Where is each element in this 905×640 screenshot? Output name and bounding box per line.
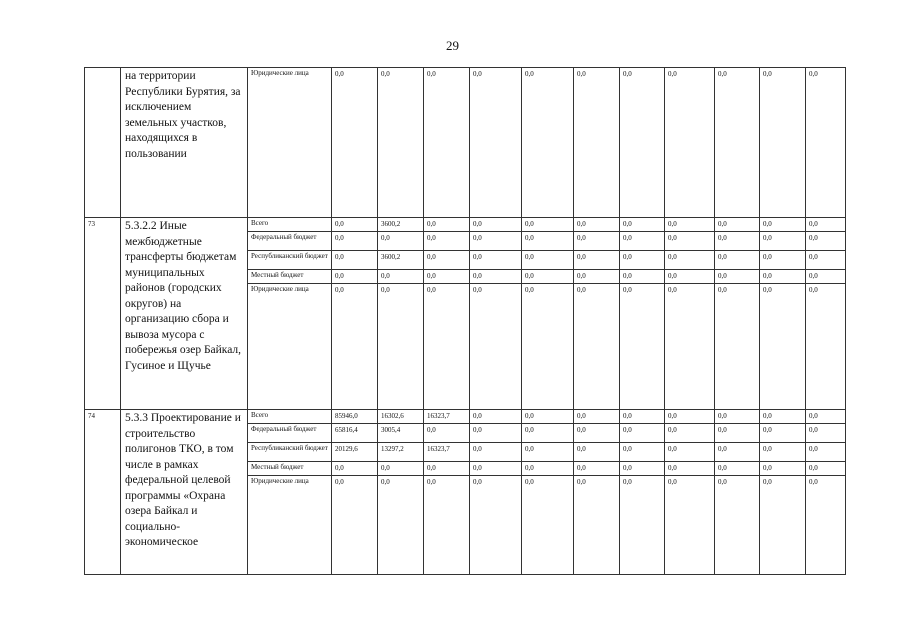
amount-cell: 65816,4	[332, 424, 378, 443]
amount-cell: 0,0	[424, 232, 470, 251]
amount-cell: 0,0	[760, 284, 806, 410]
funding-source: Всего	[248, 218, 332, 232]
amount-cell: 0,0	[332, 270, 378, 284]
amount-cell: 85946,0	[332, 410, 378, 424]
amount-cell: 0,0	[332, 284, 378, 410]
amount-cell: 0,0	[806, 424, 846, 443]
amount-cell: 0,0	[620, 270, 665, 284]
table-row	[85, 68, 846, 218]
amount-cell: 0,0	[665, 218, 715, 232]
amount-cell: 0,0	[332, 68, 378, 218]
amount-cell: 0,0	[620, 232, 665, 251]
amount-cell: 0,0	[715, 476, 760, 575]
amount-cell: 0,0	[470, 251, 522, 270]
amount-cell: 20129,6	[332, 443, 378, 462]
amount-cell: 0,0	[522, 462, 574, 476]
amount-cell: 0,0	[760, 410, 806, 424]
amount-cell: 0,0	[715, 424, 760, 443]
amount-cell: 0,0	[806, 476, 846, 575]
amount-cell: 0,0	[665, 251, 715, 270]
amount-cell: 0,0	[424, 218, 470, 232]
table-row	[85, 410, 846, 424]
amount-cell: 0,0	[806, 251, 846, 270]
amount-cell: 0,0	[470, 270, 522, 284]
amount-cell: 0,0	[522, 476, 574, 575]
amount-cell: 0,0	[470, 284, 522, 410]
measure-name: на территории Республики Бурятия, за исключением земельных участков, находящихся в пользовании	[121, 68, 248, 218]
amount-cell: 0,0	[470, 476, 522, 575]
amount-cell: 0,0	[806, 68, 846, 218]
amount-cell: 0,0	[424, 270, 470, 284]
amount-cell: 0,0	[665, 424, 715, 443]
amount-cell: 3600,2	[378, 218, 424, 232]
amount-cell: 0,0	[620, 462, 665, 476]
amount-cell: 0,0	[806, 410, 846, 424]
amount-cell: 0,0	[378, 68, 424, 218]
amount-cell: 0,0	[665, 284, 715, 410]
row-number: 74	[85, 410, 121, 575]
amount-cell: 3600,2	[378, 251, 424, 270]
amount-cell: 0,0	[665, 476, 715, 575]
funding-source: Юридические лица	[248, 476, 332, 575]
amount-cell: 0,0	[715, 284, 760, 410]
amount-cell: 0,0	[715, 232, 760, 251]
amount-cell: 0,0	[522, 232, 574, 251]
amount-cell: 0,0	[470, 462, 522, 476]
funding-source: Юридические лица	[248, 284, 332, 410]
amount-cell: 0,0	[620, 218, 665, 232]
amount-cell: 0,0	[470, 410, 522, 424]
amount-cell: 16323,7	[424, 410, 470, 424]
amount-cell: 0,0	[665, 270, 715, 284]
amount-cell: 0,0	[760, 251, 806, 270]
amount-cell: 0,0	[806, 462, 846, 476]
amount-cell: 13297,2	[378, 443, 424, 462]
amount-cell: 0,0	[424, 462, 470, 476]
amount-cell: 3005,4	[378, 424, 424, 443]
amount-cell: 0,0	[620, 68, 665, 218]
amount-cell: 0,0	[760, 270, 806, 284]
amount-cell: 0,0	[806, 443, 846, 462]
amount-cell: 0,0	[574, 410, 620, 424]
amount-cell: 0,0	[574, 284, 620, 410]
amount-cell: 0,0	[574, 476, 620, 575]
funding-source: Местный бюджет	[248, 270, 332, 284]
amount-cell: 0,0	[424, 476, 470, 575]
funding-source: Республиканский бюджет	[248, 251, 332, 270]
amount-cell: 0,0	[760, 462, 806, 476]
amount-cell: 0,0	[760, 443, 806, 462]
amount-cell: 0,0	[806, 218, 846, 232]
amount-cell: 0,0	[522, 443, 574, 462]
amount-cell: 0,0	[424, 68, 470, 218]
amount-cell: 0,0	[620, 443, 665, 462]
measure-name: 5.3.3 Проектирование и строительство полигонов ТКО, в том числе в рамках федеральной целевой программы «Охрана озера Байкал и социально-экономическое	[121, 410, 248, 575]
amount-cell: 0,0	[522, 251, 574, 270]
amount-cell: 0,0	[715, 270, 760, 284]
amount-cell: 0,0	[378, 232, 424, 251]
amount-cell: 0,0	[470, 232, 522, 251]
amount-cell: 0,0	[332, 251, 378, 270]
amount-cell: 0,0	[470, 443, 522, 462]
amount-cell: 0,0	[574, 424, 620, 443]
amount-cell: 0,0	[665, 462, 715, 476]
amount-cell: 0,0	[665, 443, 715, 462]
amount-cell: 0,0	[378, 476, 424, 575]
amount-cell: 0,0	[760, 68, 806, 218]
amount-cell: 0,0	[665, 68, 715, 218]
funding-source: Юридические лица	[248, 68, 332, 218]
amount-cell: 0,0	[806, 270, 846, 284]
table-row	[85, 218, 846, 232]
amount-cell: 0,0	[620, 251, 665, 270]
amount-cell: 0,0	[574, 443, 620, 462]
amount-cell: 0,0	[470, 424, 522, 443]
amount-cell: 0,0	[332, 218, 378, 232]
amount-cell: 0,0	[470, 218, 522, 232]
amount-cell: 0,0	[522, 218, 574, 232]
amount-cell: 0,0	[378, 270, 424, 284]
row-number: 73	[85, 218, 121, 410]
measure-name: 5.3.2.2 Иные межбюджетные трансферты бюджетам муниципальных районов (городских округов) на организацию сбора и вывоза мусора с побережья озер Байкал, Гусиное и Щучье	[121, 218, 248, 410]
amount-cell: 0,0	[574, 251, 620, 270]
amount-cell: 0,0	[332, 462, 378, 476]
amount-cell: 0,0	[806, 284, 846, 410]
amount-cell: 0,0	[715, 443, 760, 462]
amount-cell: 0,0	[760, 424, 806, 443]
amount-cell: 0,0	[522, 284, 574, 410]
amount-cell: 0,0	[715, 462, 760, 476]
amount-cell: 0,0	[620, 424, 665, 443]
amount-cell: 0,0	[424, 424, 470, 443]
amount-cell: 0,0	[715, 410, 760, 424]
amount-cell: 0,0	[620, 410, 665, 424]
amount-cell: 0,0	[522, 410, 574, 424]
amount-cell: 0,0	[715, 218, 760, 232]
amount-cell: 0,0	[806, 232, 846, 251]
amount-cell: 0,0	[574, 462, 620, 476]
amount-cell: 0,0	[715, 68, 760, 218]
funding-source: Федеральный бюджет	[248, 232, 332, 251]
page-number: 29	[446, 38, 459, 53]
amount-cell: 0,0	[715, 251, 760, 270]
amount-cell: 0,0	[470, 68, 522, 218]
amount-cell: 0,0	[378, 284, 424, 410]
amount-cell: 0,0	[522, 424, 574, 443]
amount-cell: 0,0	[760, 232, 806, 251]
amount-cell: 0,0	[574, 68, 620, 218]
amount-cell: 0,0	[620, 284, 665, 410]
amount-cell: 0,0	[424, 251, 470, 270]
amount-cell: 0,0	[665, 410, 715, 424]
amount-cell: 0,0	[424, 284, 470, 410]
amount-cell: 0,0	[760, 476, 806, 575]
budget-table	[84, 67, 846, 575]
amount-cell: 0,0	[574, 270, 620, 284]
amount-cell: 0,0	[574, 218, 620, 232]
amount-cell: 0,0	[620, 476, 665, 575]
funding-source: Всего	[248, 410, 332, 424]
amount-cell: 16302,6	[378, 410, 424, 424]
amount-cell: 0,0	[574, 232, 620, 251]
amount-cell: 0,0	[665, 232, 715, 251]
funding-source: Республиканский бюджет	[248, 443, 332, 462]
funding-source: Местный бюджет	[248, 462, 332, 476]
funding-source: Федеральный бюджет	[248, 424, 332, 443]
amount-cell: 0,0	[378, 462, 424, 476]
amount-cell: 0,0	[760, 218, 806, 232]
amount-cell: 16323,7	[424, 443, 470, 462]
amount-cell: 0,0	[522, 270, 574, 284]
amount-cell: 0,0	[522, 68, 574, 218]
row-number	[85, 68, 121, 218]
amount-cell: 0,0	[332, 476, 378, 575]
amount-cell: 0,0	[332, 232, 378, 251]
